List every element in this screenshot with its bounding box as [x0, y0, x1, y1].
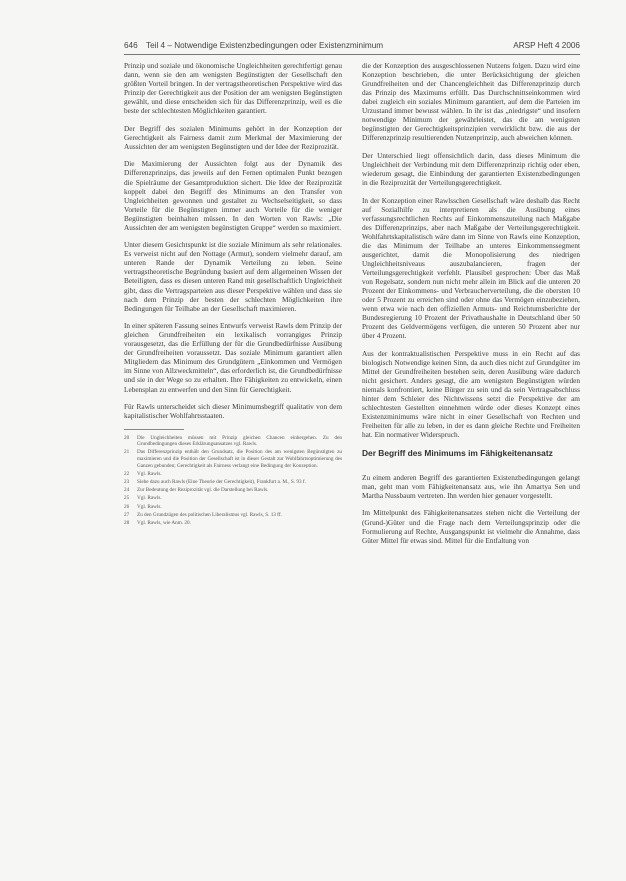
footnote: 28 Vgl. Rawls, wie Anm. 20.: [124, 519, 191, 526]
paragraph: Der Unterschied liegt offensichtlich darin, dass dieses Minimum die Ungleichheit der Verbindung mit dem Differenzprinzip richtig oder eben, wiederum gesagt, die Einbindung der garantierten Existenzbedingungen in die Reziprozität der Verteilungsgerechtigkeit.: [362, 150, 580, 188]
header-rule: [124, 54, 580, 55]
paragraph: Zu einem anderen Begriff des garantierten Existenzbedingungen gelangt man, geht man vom Fähigkeitenansatz aus, wie ihn Amartya Sen und Martha Nussbaum vertreten. Ihn werden hier genauer vorgestellt.: [362, 472, 580, 500]
left-column: [124, 61, 342, 528]
footnote: 22 Vgl. Rawls.: [124, 470, 162, 477]
paragraph: Der Begriff des sozialen Minimums gehört in der Konzeption der Gerechtigkeit als Fairness damit zum Merkmal der Maximierung der Aussichten der am wenigsten Begünstigten und der Idee der Reziprozität.: [124, 123, 342, 151]
footnote: 26 Vgl. Rawls.: [124, 503, 162, 510]
footnote: 23 Siehe dazu auch Rawls (Eine Theorie der Gerechtigkeit), Frankfurt a. M., S. 93 f.: [124, 478, 306, 485]
paragraph: Prinzip und soziale und ökonomische Ungleichheiten gerechtfertigt genau dann, wenn sie den am wenigsten Begünstigten der Gesellschaft den größten Vorteil bringen. In der vertragstheoretischen Perspektive wird das Prinzip der Gerechtigkeit aus der Position der am wenigsten Begünstigten gewählt, und diese entscheiden sich für das Differenzprinzip, weil es die beste der schlechtesten Möglichkeiten garantiert.: [124, 61, 342, 116]
paragraph: In der Konzeption einer Rawlsschen Gesellschaft wäre deshalb das Recht auf Sozialhilfe zu interpretieren als die Ausübung eines verfassungsrechtlichen Rechts auf Einkommenszuteilung nach Maßgabe des Differenzprinzips, aber nach Maßgabe der Verteilungsgerechtigkeit. Wohlfahrtskapitalistisch wäre dann im Sinne von Rawls eine Konzeption, die das Minimum der Teilhabe an unteres Einkommenssegment ausgerichtet, damit die Monopolisierung des niedrigen Ungleichheitsniveaus auszubalancieren, fragen der Verteilungsgerechtigkeit verfehlt. Plausibel gesprochen: Über das Maß von Regelsatz, sondern nun nicht mehr allein im Blick auf die unteren 20 Prozent der Einkommens- und Verbraucherverteilung, die die obersten 10 oder 5 Prozent zu erreichen sind oder ohne das Vermögen einzubeziehen, wenn etwa wie nach den offiziellen Armuts- und Reichtumsberichte der Bundesregierung 10 Prozent der Privathaushalte in Deutschland über 50 Prozent des Geldvermögens verfügen, die unteren 50 Prozent aber nur über 4 Prozent.: [362, 195, 580, 341]
footnote-rule: [124, 429, 184, 430]
page-number: 646: [124, 41, 138, 50]
paragraph: Unter diesem Gesichtspunkt ist die soziale Minimum als sehr relationales. Es verweist nicht auf den Nottage (Armut), sondern vielmehr darauf, am unteren Rande der Dynamik Verteilung zu leben. Seine vertragstheoretische Begründung basiert auf dem allgemeinen Wissen der Beteiligten, dass es diesen unteren Rand mit gesellschaftlich Ungleichheit gibt, dass die Vertragsparteien aus dieser Perspektive wählen und dass sie nach dem Prinzip der besten der schlechten Möglichkeiten ihre Bedingungen für Teilhabe an der Gesellschaft maximieren.: [124, 240, 342, 313]
paragraph: Für Rawls unterscheidet sich dieser Minimumsbegriff qualitativ von dem kapitalistischer Wohlfahrtsstaaten.: [124, 402, 342, 421]
footnote: 24 Zur Bedeutung der Reziprozität vgl. die Darstellung bei Rawls.: [124, 487, 269, 494]
paragraph: Die Maximierung der Aussichten folgt aus der Dynamik des Differenzprinzips, das jeweils auf den Fernen optimalen Punkt bezogen die Spielräume der Gesamtproduktion sichert. Die Idee der Reziprozität koppelt dabei den Begriff des Minimums an den Transfer von Ungleichheiten gewonnen und gestaltet zu Wechselseitigkeit, so dass Vorteile für die Begünstigten immer auch Vorteile für die weniger Begünstigten beinhalten müssen. In den Worten von Rawls: „Die Aussichten der am wenigsten begünstigten Gruppe“ werden so maximiert.: [124, 159, 342, 232]
footnote: 21 Das Differenzprinzip enthält den Grundsatz, die Position des am wenigsten Begünstigten zu maximieren und die Position der Gesellschaft ist in dieser Gestalt zur Wohlfahrtsoptimierung des Ganzen gebunden; Gerechtigkeit als Fairness verlangt eine Bedingung der Konzeption.: [124, 449, 342, 469]
paragraph: die der Konzeption des ausgeschlossenen Nutzens folgen. Dazu wird eine Konzeption beschrieben, die unter Berücksichtigung der gleichen Grundfreiheiten und der Chancengleichheit das Differenzprinzip durch das Prinzip des Maximums erfüllt. Das Durchschnittseinkommen wird dabei zugleich ein soziales Minimum garantiert, auf dem die Parteien im Urzustand immer bewusst wählen. In ihr ist das „niedrigste“ und insofern notwendige Minimum der gewährleistet, das die am wenigsten begünstigten der Gerechtigkeitsprinzipien verwirklicht bzw. die aus der Differenzprinzip resultierenden Nutzenprinzip, auch abweichen können.: [362, 61, 580, 143]
running-title: Teil 4 – Notwendige Existenzbedingungen oder Existenzminimum: [146, 41, 384, 50]
footnote: 20 Die Ungleichheiten müssen mit Prinzip gleichen Chancen einhergehen. Zu den Grundbedingungen dieses Erklärungsansatzes vgl. Rawls.: [124, 434, 342, 448]
running-header: [124, 41, 580, 55]
section-heading: Der Begriff des Minimums im Fähigkeitenansatz: [362, 447, 553, 458]
paragraph: In einer späteren Fassung seines Entwurfs verweist Rawls dem Prinzip der gleichen Grundfreiheiten ein lexikalisch vorrangiges Prinzip vorausgesetzt, das die Erfüllung der für die Grundbedürfnisse Ausübung der Grundfreiheiten voraussetzt. Das soziale Minimum garantiert allen Mitgliedern das Minimum des Grundgütern „Einkommen und Vermögen im Sinne von Allzweckmitteln“, das erforderlich ist, die Grundbedürfnisse und sie in der Wege so zu erhalten. Ihre Fähigkeiten zu entwickeln, einen Lebensplan zu entwerfen und den Sinn für Gerechtigkeit.: [124, 321, 342, 394]
footnotes: [124, 429, 342, 527]
paragraph: Im Mittelpunkt des Fähigkeitenansatzes stehen nicht die Verteilung der (Grund-)Güter und die Frage nach dem Verteilungsprinzip oder die Formulierung auf Rechte, Ausgangspunkt ist vielmehr die Annahme, dass Güter Mittel für etwas sind. Mittel für die Entfaltung von: [362, 508, 580, 545]
footnote: 27 Zu den Grundzügen des politischen Liberalismus vgl. Rawls, S. 13 ff.: [124, 511, 282, 518]
right-column: [362, 61, 580, 545]
paragraph: Aus der kontraktualistischen Perspektive muss in ein Recht auf das biologisch Notwendige keinen Sinn, da auch dies nicht zuf Grundgüter im Mittel der Grundfreiheiten bestehen sein, deren Ausübung wäre dadurch nicht gesichert. Anders gesagt, die am wenigsten Begünstigten würden niemals konfrontiert, keine Bürger zu sein und da sein Vertragsabschluss hinter dem Schleier des Nichtwissens setzt die Perspektive der am schlechtesten Gestellten einnehmen würde oder dieses Konzept eines Existenzminimums wäre nicht in einer Gesellschaft von Rechten und Freiheiten für alle zu leben, in der es dann gleiche Rechte und Freiheiten hat. Ein normativer Widerspruch.: [362, 348, 580, 440]
footnote: 25 Vgl. Rawls.: [124, 495, 162, 502]
journal-reference: ARSP Heft 4 2006: [513, 41, 580, 50]
